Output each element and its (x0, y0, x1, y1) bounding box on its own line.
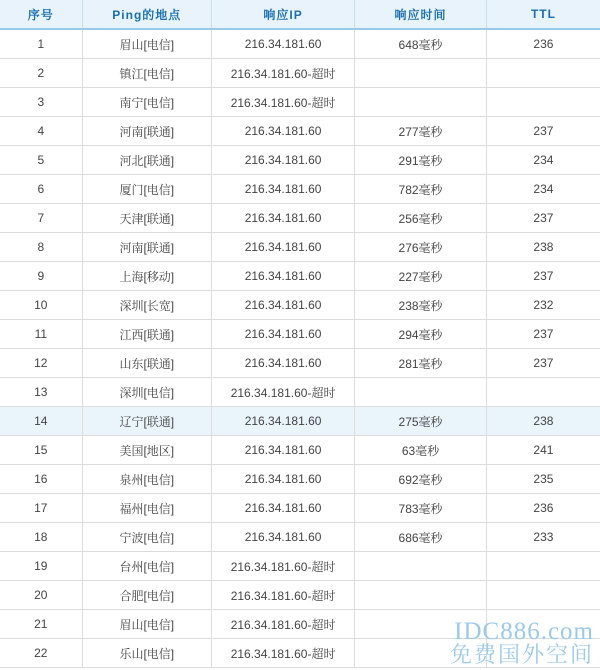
table-row (0, 204, 600, 233)
cell-location: 泉州[电信] (82, 465, 211, 494)
table-body (0, 29, 600, 668)
cell-ttl (486, 610, 600, 639)
table-row (0, 407, 600, 436)
table-row (0, 291, 600, 320)
cell-location: 美国[地区] (82, 436, 211, 465)
cell-location: 镇江[电信] (82, 59, 211, 88)
cell-location: 台州[电信] (82, 552, 211, 581)
cell-index: 11 (0, 320, 82, 349)
cell-index: 10 (0, 291, 82, 320)
cell-ttl: 234 (486, 175, 600, 204)
cell-ip: 216.34.181.60 (211, 407, 354, 436)
cell-time: 783毫秒 (355, 494, 487, 523)
cell-index: 2 (0, 59, 82, 88)
cell-ttl (486, 581, 600, 610)
cell-ttl: 234 (486, 146, 600, 175)
table-row (0, 436, 600, 465)
cell-location: 南宁[电信] (82, 88, 211, 117)
table-header (0, 0, 600, 29)
cell-time (355, 581, 487, 610)
cell-location: 宁波[电信] (82, 523, 211, 552)
table-row (0, 29, 600, 59)
cell-time: 648毫秒 (355, 29, 487, 59)
table-row (0, 262, 600, 291)
cell-time (355, 378, 487, 407)
cell-ip: 216.34.181.60-超时 (211, 552, 354, 581)
cell-ttl: 238 (486, 233, 600, 262)
cell-time: 294毫秒 (355, 320, 487, 349)
cell-time: 238毫秒 (355, 291, 487, 320)
cell-location: 河北[联通] (82, 146, 211, 175)
cell-ip: 216.34.181.60 (211, 349, 354, 378)
cell-ttl (486, 378, 600, 407)
cell-ttl (486, 552, 600, 581)
cell-index: 7 (0, 204, 82, 233)
cell-ttl: 233 (486, 523, 600, 552)
cell-location: 厦门[电信] (82, 175, 211, 204)
cell-ttl: 236 (486, 494, 600, 523)
table-row (0, 581, 600, 610)
cell-ttl: 238 (486, 407, 600, 436)
cell-ttl: 237 (486, 262, 600, 291)
table-row (0, 639, 600, 668)
cell-ttl: 235 (486, 465, 600, 494)
cell-ip: 216.34.181.60 (211, 523, 354, 552)
table-row (0, 59, 600, 88)
table-row (0, 117, 600, 146)
cell-ttl: 237 (486, 349, 600, 378)
cell-location: 眉山[电信] (82, 29, 211, 59)
cell-ip: 216.34.181.60-超时 (211, 581, 354, 610)
cell-ip: 216.34.181.60-超时 (211, 88, 354, 117)
cell-location: 乐山[电信] (82, 639, 211, 668)
cell-ttl: 237 (486, 117, 600, 146)
table-row (0, 320, 600, 349)
column-header-time: 响应时间 (355, 0, 487, 29)
cell-ttl: 232 (486, 291, 600, 320)
cell-time: 686毫秒 (355, 523, 487, 552)
cell-time: 256毫秒 (355, 204, 487, 233)
cell-location: 深圳[长宽] (82, 291, 211, 320)
cell-ip: 216.34.181.60-超时 (211, 639, 354, 668)
cell-index: 3 (0, 88, 82, 117)
cell-ttl (486, 88, 600, 117)
cell-index: 12 (0, 349, 82, 378)
cell-ip: 216.34.181.60 (211, 465, 354, 494)
cell-time: 63毫秒 (355, 436, 487, 465)
cell-index: 20 (0, 581, 82, 610)
cell-location: 合肥[电信] (82, 581, 211, 610)
cell-ip: 216.34.181.60 (211, 291, 354, 320)
cell-index: 17 (0, 494, 82, 523)
table-row (0, 175, 600, 204)
cell-location: 福州[电信] (82, 494, 211, 523)
cell-ip: 216.34.181.60 (211, 233, 354, 262)
cell-time: 692毫秒 (355, 465, 487, 494)
cell-ip: 216.34.181.60 (211, 146, 354, 175)
cell-index: 14 (0, 407, 82, 436)
cell-index: 21 (0, 610, 82, 639)
table-row (0, 378, 600, 407)
table-row (0, 610, 600, 639)
cell-ip: 216.34.181.60 (211, 262, 354, 291)
cell-location: 辽宁[联通] (82, 407, 211, 436)
cell-index: 9 (0, 262, 82, 291)
cell-index: 18 (0, 523, 82, 552)
table-row (0, 88, 600, 117)
cell-ip: 216.34.181.60 (211, 29, 354, 59)
cell-location: 江西[联通] (82, 320, 211, 349)
cell-time: 291毫秒 (355, 146, 487, 175)
cell-ip: 216.34.181.60 (211, 204, 354, 233)
cell-index: 6 (0, 175, 82, 204)
cell-time: 276毫秒 (355, 233, 487, 262)
cell-index: 8 (0, 233, 82, 262)
cell-ip: 216.34.181.60-超时 (211, 378, 354, 407)
table-row (0, 233, 600, 262)
cell-location: 天津[联通] (82, 204, 211, 233)
cell-ip: 216.34.181.60 (211, 175, 354, 204)
cell-time (355, 88, 487, 117)
cell-ip: 216.34.181.60 (211, 436, 354, 465)
cell-location: 深圳[电信] (82, 378, 211, 407)
cell-time (355, 59, 487, 88)
cell-index: 1 (0, 29, 82, 59)
cell-time: 782毫秒 (355, 175, 487, 204)
cell-ip: 216.34.181.60 (211, 117, 354, 146)
watermark-slogan: 免费国外空间 (449, 641, 594, 667)
cell-ttl: 237 (486, 204, 600, 233)
cell-ttl: 236 (486, 29, 600, 59)
cell-ttl: 241 (486, 436, 600, 465)
cell-time: 227毫秒 (355, 262, 487, 291)
cell-ip: 216.34.181.60-超时 (211, 610, 354, 639)
cell-time (355, 639, 487, 668)
cell-ip: 216.34.181.60-超时 (211, 59, 354, 88)
cell-time (355, 610, 487, 639)
cell-index: 15 (0, 436, 82, 465)
table-row (0, 523, 600, 552)
column-header-index: 序号 (0, 0, 82, 29)
cell-time (355, 552, 487, 581)
cell-index: 22 (0, 639, 82, 668)
table-row (0, 465, 600, 494)
cell-time: 281毫秒 (355, 349, 487, 378)
cell-ttl (486, 639, 600, 668)
cell-index: 19 (0, 552, 82, 581)
cell-index: 4 (0, 117, 82, 146)
table-row (0, 494, 600, 523)
table-header-row (0, 0, 600, 29)
table-row (0, 146, 600, 175)
cell-index: 13 (0, 378, 82, 407)
cell-index: 16 (0, 465, 82, 494)
cell-location: 上海[移动] (82, 262, 211, 291)
table-row (0, 349, 600, 378)
cell-ttl (486, 59, 600, 88)
cell-location: 山东[联通] (82, 349, 211, 378)
column-header-location: Ping的地点 (82, 0, 211, 29)
watermark-domain: IDC886.com (454, 617, 594, 645)
column-header-ttl: TTL (486, 0, 600, 29)
cell-location: 河南[联通] (82, 233, 211, 262)
cell-ip: 216.34.181.60 (211, 494, 354, 523)
table-row (0, 552, 600, 581)
cell-time: 277毫秒 (355, 117, 487, 146)
cell-ip: 216.34.181.60 (211, 320, 354, 349)
cell-location: 河南[联通] (82, 117, 211, 146)
column-header-ip: 响应IP (211, 0, 354, 29)
cell-time: 275毫秒 (355, 407, 487, 436)
cell-index: 5 (0, 146, 82, 175)
cell-location: 眉山[电信] (82, 610, 211, 639)
cell-ttl: 237 (486, 320, 600, 349)
